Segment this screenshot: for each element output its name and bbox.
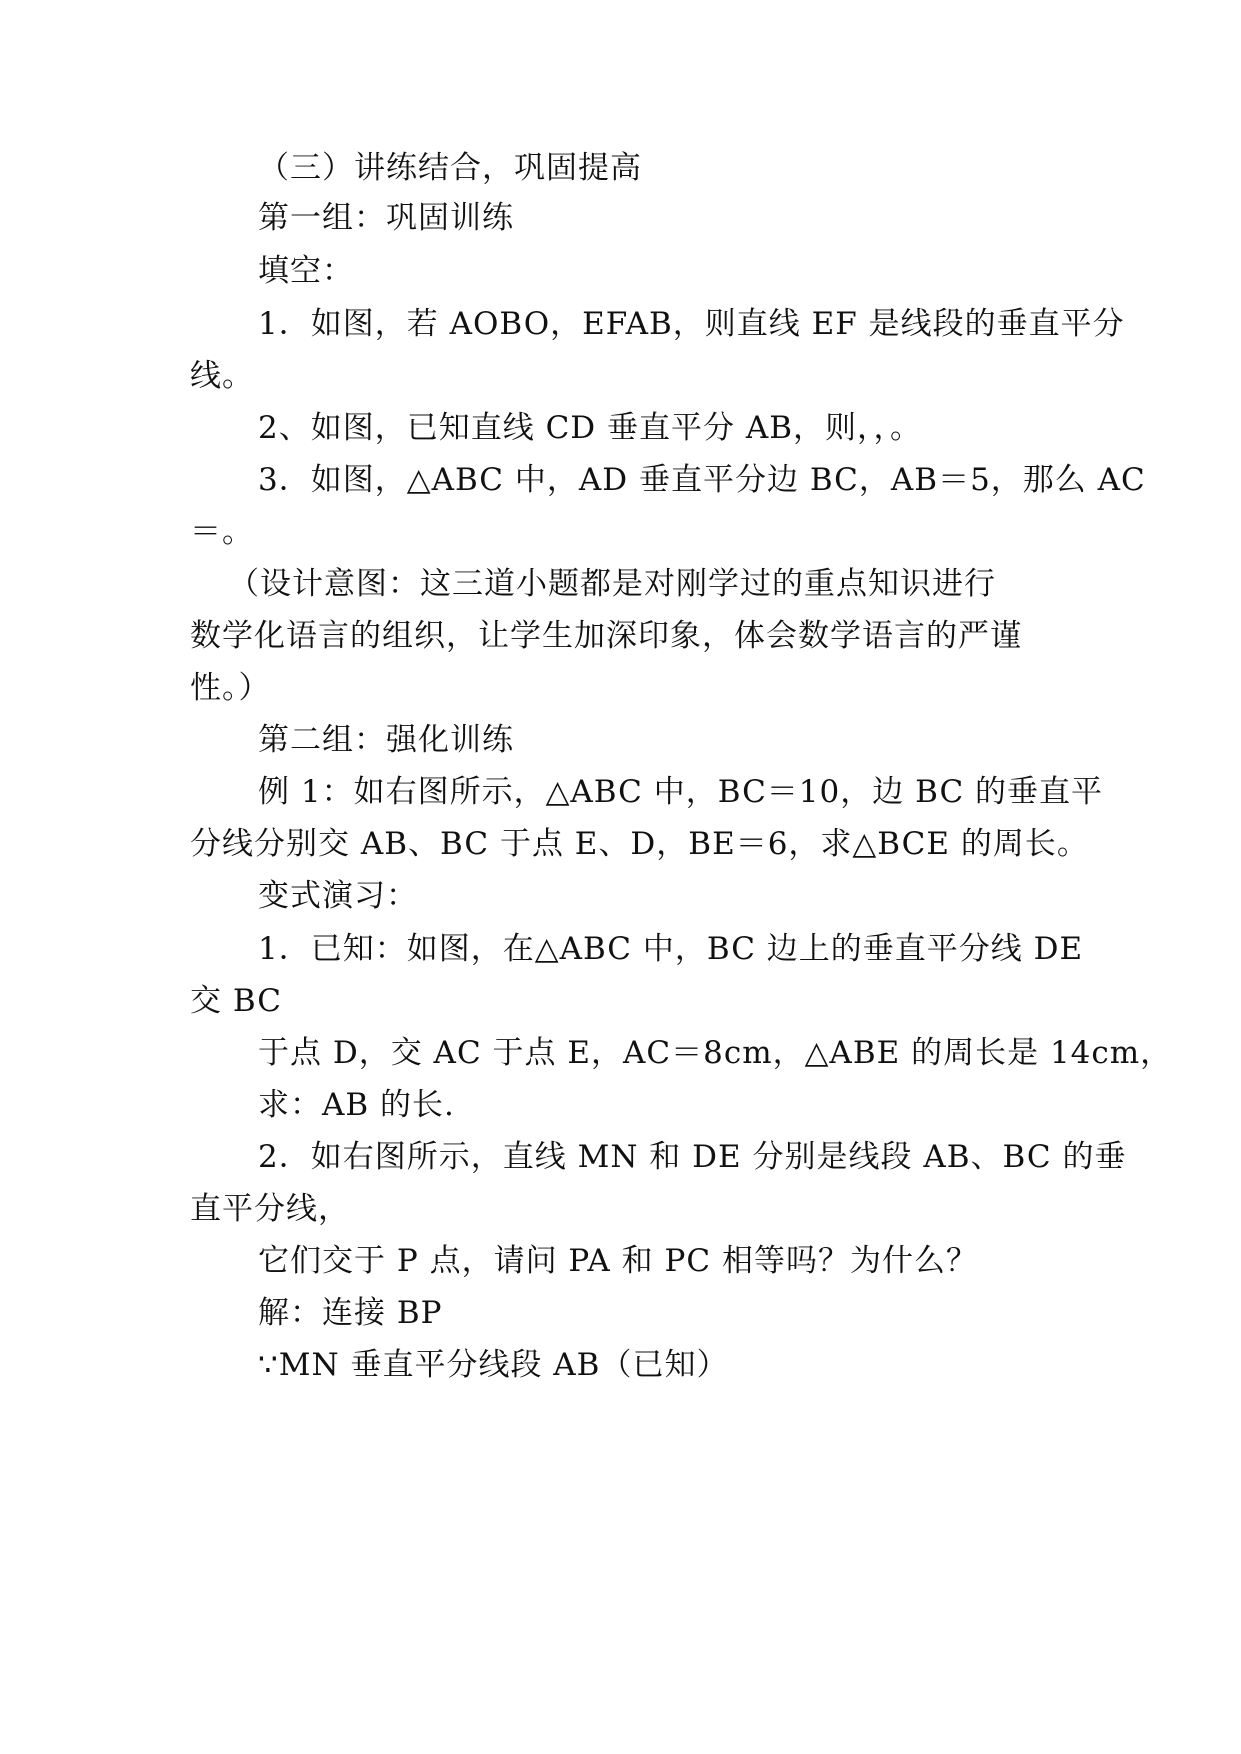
- design-intent-line-3: 性。）: [190, 670, 271, 706]
- section-heading: （三）讲练结合，巩固提高: [258, 150, 642, 186]
- variant-2-line-1: 2．如右图所示，直线 MN 和 DE 分别是线段 AB、BC 的垂: [258, 1139, 1127, 1175]
- question-3-line-1: 3．如图，△ABC 中，AD 垂直平分边 BC，AB＝5，那么 AC: [258, 462, 1146, 498]
- solution-line-1: 解：连接 BP: [258, 1295, 443, 1331]
- variant-1-line-3: 于点 D，交 AC 于点 E，AC＝8cm，△ABE 的周长是 14cm，: [258, 1035, 1173, 1071]
- variant-1-line-4: 求：AB 的长.: [258, 1087, 455, 1123]
- question-3-line-2: ＝。: [190, 514, 254, 550]
- variant-1-line-1: 1．已知：如图，在△ABC 中，BC 边上的垂直平分线 DE: [258, 931, 1084, 967]
- solution-line-2: ∵MN 垂直平分线段 AB（已知）: [258, 1347, 729, 1383]
- variant-2-line-3: 它们交于 P 点，请问 PA 和 PC 相等吗？为什么？: [258, 1243, 978, 1279]
- question-1-line-2: 线。: [190, 358, 254, 394]
- fill-blank-label: 填空：: [258, 253, 354, 289]
- design-intent-line-2: 数学化语言的组织，让学生加深印象，体会数学语言的严谨: [190, 618, 1022, 654]
- design-intent-line-1: （设计意图：这三道小题都是对刚学过的重点知识进行: [228, 566, 996, 602]
- variant-2-line-2: 直平分线，: [190, 1191, 350, 1227]
- variant-1-line-2: 交 BC: [190, 983, 282, 1019]
- question-2: 2、如图，已知直线 CD 垂直平分 AB，则，，。: [258, 410, 923, 446]
- example-1-line-2: 分线分别交 AB、BC 于点 E、D，BE＝6，求△BCE 的周长。: [190, 826, 1089, 862]
- variant-practice-label: 变式演习：: [258, 878, 418, 914]
- group-one-heading: 第一组：巩固训练: [258, 200, 514, 236]
- example-1-line-1: 例 1：如右图所示，△ABC 中，BC＝10，边 BC 的垂直平: [258, 774, 1104, 810]
- group-two-heading: 第二组：强化训练: [258, 722, 514, 758]
- question-1-line-1: 1．如图，若 AOBO，EFAB，则直线 EF 是线段的垂直平分: [258, 306, 1125, 342]
